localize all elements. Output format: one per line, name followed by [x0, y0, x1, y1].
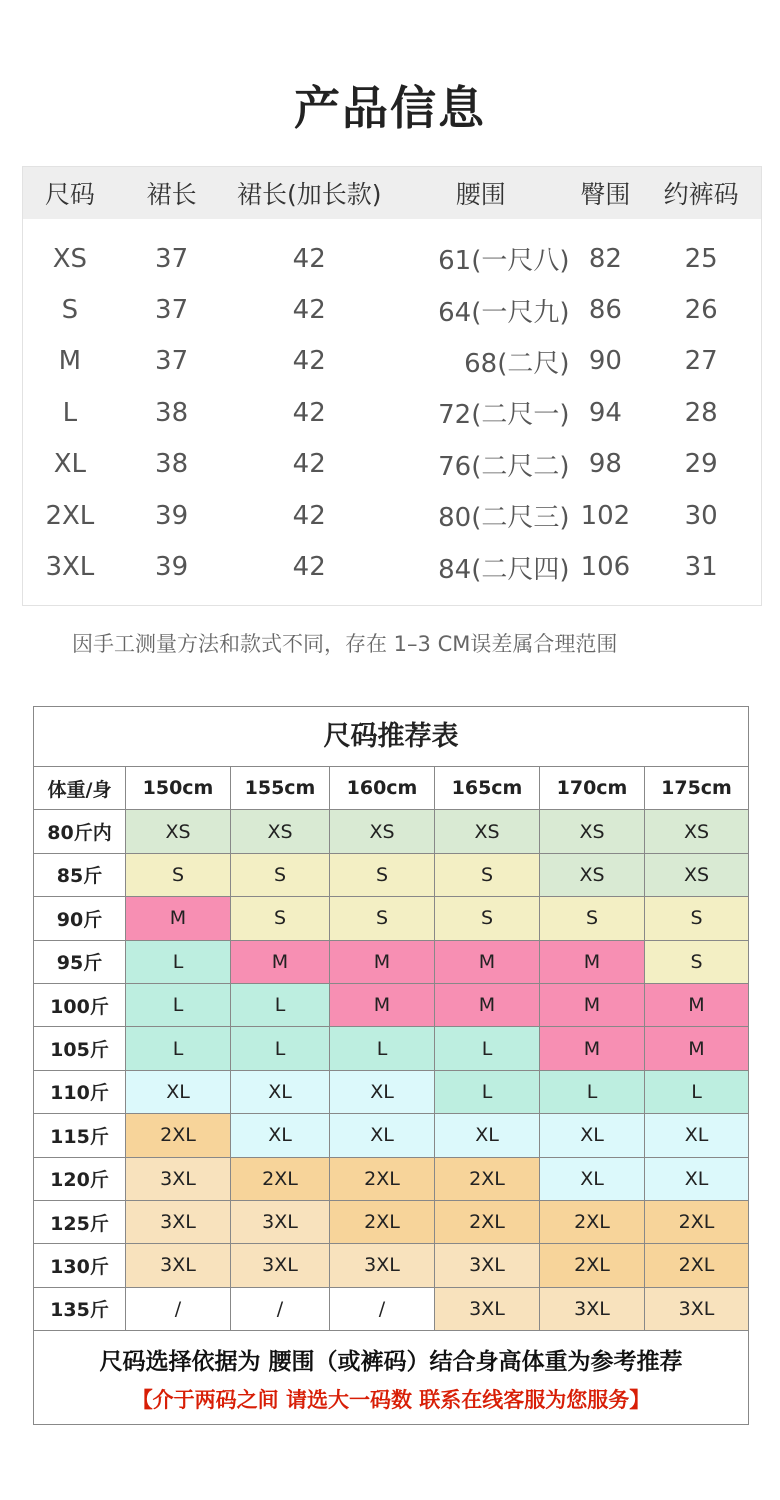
- size-recommendation-cell: L: [126, 1027, 231, 1070]
- recommendation-basis: 尺码选择依据为 腰围（或裤码）结合身高体重为参考推荐: [99, 1349, 683, 1376]
- size-cell: 72(二尺一): [438, 400, 570, 431]
- size-row: [23, 233, 761, 284]
- size-recommendation-cell: L: [435, 1027, 540, 1070]
- size-header-cell: 裙长(加长款): [236, 180, 382, 209]
- size-recommendation-cell: M: [645, 1027, 748, 1070]
- size-recommendation-cell: XL: [540, 1158, 645, 1201]
- weight-label: 120斤: [34, 1158, 126, 1201]
- size-cell: 86: [588, 295, 622, 326]
- size-cell: M: [58, 346, 82, 377]
- size-recommendation-cell: L: [435, 1071, 540, 1114]
- size-recommendation-cell: XL: [645, 1158, 748, 1201]
- size-chart-body: [23, 219, 761, 593]
- size-recommendation-cell: 2XL: [645, 1201, 748, 1244]
- weight-label: 85斤: [34, 854, 126, 897]
- size-recommendation-cell: S: [645, 941, 748, 984]
- size-cell: S: [61, 295, 79, 326]
- size-recommendation-cell: L: [231, 1027, 330, 1070]
- size-recommendation-cell: S: [126, 854, 231, 897]
- weight-label: 100斤: [34, 984, 126, 1027]
- size-recommendation-cell: 3XL: [126, 1244, 231, 1287]
- size-recommendation-cell: M: [330, 941, 435, 984]
- size-recommendation-cell: 2XL: [126, 1114, 231, 1157]
- size-cell: 42: [292, 552, 326, 583]
- size-recommendation-cell: M: [540, 941, 645, 984]
- size-recommendation-cell: M: [231, 941, 330, 984]
- size-recommendation-cell: L: [126, 941, 231, 984]
- size-cell: XL: [53, 449, 87, 480]
- size-cell: 37: [155, 346, 189, 377]
- size-header-cell: 约裤码: [663, 180, 739, 209]
- size-cell: 64(一尺九): [438, 297, 570, 328]
- size-cell: 30: [684, 500, 718, 531]
- size-cell: 38: [155, 449, 189, 480]
- size-recommendation-cell: XS: [231, 810, 330, 853]
- size-cell: 26: [684, 295, 718, 326]
- size-cell: 84(二尺四): [438, 554, 570, 585]
- size-cell: 39: [155, 500, 189, 531]
- size-recommendation-cell: S: [645, 897, 748, 940]
- size-recommendation-cell: 3XL: [435, 1244, 540, 1287]
- weight-label: 115斤: [34, 1114, 126, 1157]
- size-recommendation-cell: /: [330, 1288, 435, 1331]
- size-recommendation-cell: 2XL: [540, 1201, 645, 1244]
- weight-label: 95斤: [34, 941, 126, 984]
- size-recommendation-cell: M: [435, 941, 540, 984]
- height-header: 175cm: [645, 767, 748, 810]
- size-cell: 106: [580, 552, 631, 583]
- size-recommendation-cell: XL: [330, 1114, 435, 1157]
- size-recommendation-cell: S: [435, 854, 540, 897]
- size-recommendation-cell: XL: [231, 1114, 330, 1157]
- size-recommendation-cell: 2XL: [435, 1158, 540, 1201]
- size-cell: 37: [155, 243, 189, 274]
- size-recommendation-cell: 3XL: [231, 1244, 330, 1287]
- size-recommendation-cell: XL: [231, 1071, 330, 1114]
- size-recommendation-cell: 3XL: [231, 1201, 330, 1244]
- size-cell: 27: [684, 346, 718, 377]
- size-cell: 94: [588, 397, 622, 428]
- size-recommendation-cell: XL: [435, 1114, 540, 1157]
- size-recommendation-table: [33, 706, 749, 1425]
- size-recommendation-cell: S: [435, 897, 540, 940]
- size-recommendation-cell: 3XL: [330, 1244, 435, 1287]
- size-chart-header: [23, 167, 761, 219]
- size-cell: 42: [292, 243, 326, 274]
- size-recommendation-cell: S: [330, 897, 435, 940]
- weight-label: 80斤内: [34, 810, 126, 853]
- size-recommendation-cell: XS: [330, 810, 435, 853]
- size-recommendation-cell: XS: [540, 854, 645, 897]
- size-cell: 3XL: [45, 552, 95, 583]
- size-recommendation-cell: S: [330, 854, 435, 897]
- size-recommendation-cell: 3XL: [540, 1288, 645, 1331]
- size-recommendation-cell: S: [231, 854, 330, 897]
- recommendation-grid: [34, 767, 748, 1331]
- size-header-cell: 臀围: [580, 180, 631, 209]
- size-row: [23, 541, 761, 592]
- size-recommendation-cell: 2XL: [231, 1158, 330, 1201]
- size-cell: 42: [292, 397, 326, 428]
- size-row: [23, 336, 761, 387]
- size-recommendation-cell: M: [126, 897, 231, 940]
- size-recommendation-cell: XS: [540, 810, 645, 853]
- size-cell: 37: [155, 295, 189, 326]
- size-recommendation-cell: M: [540, 1027, 645, 1070]
- size-row: [23, 387, 761, 438]
- size-recommendation-cell: 3XL: [435, 1288, 540, 1331]
- size-cell: 29: [684, 449, 718, 480]
- size-header-cell: 裙长: [146, 180, 197, 209]
- size-recommendation-cell: XS: [435, 810, 540, 853]
- recommendation-footer: [34, 1331, 748, 1421]
- size-recommendation-cell: 3XL: [126, 1201, 231, 1244]
- size-recommendation-cell: 3XL: [645, 1288, 748, 1331]
- size-cell: 38: [155, 397, 189, 428]
- size-recommendation-cell: XS: [645, 854, 748, 897]
- size-recommendation-cell: L: [540, 1071, 645, 1114]
- size-recommendation-cell: 3XL: [126, 1158, 231, 1201]
- size-header-cell: 尺码: [44, 180, 95, 209]
- size-row: [23, 284, 761, 335]
- size-cell: 61(一尺八): [438, 246, 570, 277]
- size-cell: 42: [292, 500, 326, 531]
- size-recommendation-cell: XS: [645, 810, 748, 853]
- size-recommendation-cell: /: [231, 1288, 330, 1331]
- size-recommendation-cell: L: [645, 1071, 748, 1114]
- height-header: 155cm: [231, 767, 330, 810]
- size-cell: XS: [52, 243, 88, 274]
- weight-label: 135斤: [34, 1288, 126, 1331]
- size-recommendation-cell: /: [126, 1288, 231, 1331]
- size-recommendation-cell: 2XL: [540, 1244, 645, 1287]
- recommendation-advice: 【介于两码之间 请选大一码数 联系在线客服为您服务】: [131, 1388, 651, 1413]
- size-cell: 68(二尺): [464, 348, 570, 379]
- weight-label: 110斤: [34, 1071, 126, 1114]
- size-recommendation-cell: XL: [540, 1114, 645, 1157]
- size-cell: 42: [292, 346, 326, 377]
- weight-label: 90斤: [34, 897, 126, 940]
- height-header: 150cm: [126, 767, 231, 810]
- size-chart: [22, 166, 762, 606]
- size-recommendation-cell: 2XL: [330, 1158, 435, 1201]
- size-recommendation-cell: 2XL: [645, 1244, 748, 1287]
- height-header: 170cm: [540, 767, 645, 810]
- size-recommendation-cell: L: [231, 984, 330, 1027]
- size-recommendation-cell: M: [540, 984, 645, 1027]
- size-cell: 25: [684, 243, 718, 274]
- size-cell: 42: [292, 295, 326, 326]
- size-recommendation-cell: L: [126, 984, 231, 1027]
- size-cell: 98: [588, 449, 622, 480]
- weight-label: 105斤: [34, 1027, 126, 1070]
- size-recommendation-cell: S: [231, 897, 330, 940]
- size-recommendation-cell: L: [330, 1027, 435, 1070]
- size-cell: 76(二尺二): [438, 451, 570, 482]
- size-recommendation-cell: 2XL: [330, 1201, 435, 1244]
- size-cell: 42: [292, 449, 326, 480]
- size-cell: 28: [684, 397, 718, 428]
- size-recommendation-cell: M: [330, 984, 435, 1027]
- size-recommendation-cell: XL: [126, 1071, 231, 1114]
- corner-header: 体重/身: [34, 767, 126, 810]
- size-cell: 39: [155, 552, 189, 583]
- size-row: [23, 439, 761, 490]
- recommendation-title: 尺码推荐表: [34, 707, 748, 767]
- size-header-cell: 腰围: [455, 180, 506, 209]
- size-cell: 90: [588, 346, 622, 377]
- measurement-note: 因手工测量方法和款式不同，存在 1–3 CM误差属合理范围: [72, 632, 618, 656]
- size-recommendation-cell: S: [540, 897, 645, 940]
- size-cell: 2XL: [45, 500, 95, 531]
- height-header: 160cm: [330, 767, 435, 810]
- size-cell: 82: [588, 243, 622, 274]
- size-recommendation-cell: XL: [330, 1071, 435, 1114]
- size-recommendation-cell: XL: [645, 1114, 748, 1157]
- size-cell: L: [62, 397, 78, 428]
- weight-label: 125斤: [34, 1201, 126, 1244]
- size-cell: 102: [580, 500, 631, 531]
- size-cell: 31: [684, 552, 718, 583]
- height-header: 165cm: [435, 767, 540, 810]
- size-recommendation-cell: M: [645, 984, 748, 1027]
- size-recommendation-cell: M: [435, 984, 540, 1027]
- page-title: 产品信息: [294, 81, 486, 135]
- weight-label: 130斤: [34, 1244, 126, 1287]
- size-cell: 80(二尺三): [438, 503, 570, 534]
- size-recommendation-cell: XS: [126, 810, 231, 853]
- size-row: [23, 490, 761, 541]
- size-recommendation-cell: 2XL: [435, 1201, 540, 1244]
